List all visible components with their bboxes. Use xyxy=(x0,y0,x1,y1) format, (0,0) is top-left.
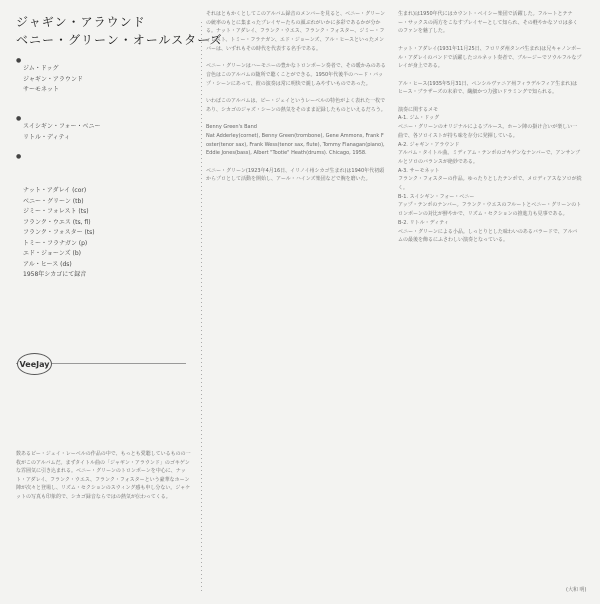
side-b-bullet: ● xyxy=(16,115,22,122)
album-subtitle: ベニー・グリーン・オールスターズ xyxy=(16,33,223,47)
personnel-item: ナット・アダレイ (cor) xyxy=(23,187,87,194)
personnel-item: アル・ヒース (ds) xyxy=(23,260,72,268)
liner-column-2 xyxy=(398,10,582,585)
track-item: サーモネット xyxy=(23,86,60,93)
liner-text: それはともかくとしてこのアルバム録音のメンバーを見ると、ベニー・グリーンの統率のもとに集まったプレイヤーたちの顔ぶれがいかに多彩であるかが分かる。ナット・アダレイ、フランク・ウエス、フランク・フォスター、ジミー・フォレスト、トミー・フラナガン、エド・ジョーンズ、アル・ヒースといったメンバーは、いずれもその時代を代表する名手である。 ベニー・グリーンはハーモニーの豊かなトロンボーン奏者で、その暖かみのある音色はこのアルバムの随所で聴くことができる。1950年代後半のハード・バップ・シーンにあって、彼の演奏は常に明快で親しみやすいものであった。 いわばこのアルバムは、ビー・ジェイというレーベルの特色がよく表れた一枚であり、シカゴのジャズ・シーンの熱気をそのまま記録したものといえるだろう。 Benny Green's Band Nat Adderley(cornet), Benny Green(trombone), Gene Ammons, Frank Foster(tenor sax), Frank Wess(tenor sax, flute), Tommy Flanagan(piano), Eddie Jones(bass), Albert "Tootie" Heath(drums). Chicago, 1958. ベニー・グリーン(1923年4月16日、イリノイ州シカゴ生まれ)は1940年代初頭からプロとして活動を開始し、アール・ハインズ楽団などで腕を磨いた。 xyxy=(206,11,386,183)
personnel-bullet: ● xyxy=(16,153,22,160)
veejay-logo: VeeJay xyxy=(17,353,52,375)
album-title: ジャギン・アラウンド xyxy=(16,15,146,29)
personnel-item: フランク・ウエス (ts, fl) xyxy=(23,218,91,226)
liner-column-1 xyxy=(206,10,386,594)
personnel-item: エド・ジョーンズ (b) xyxy=(23,250,81,257)
personnel-list xyxy=(23,186,95,281)
personnel-item: フランク・フォスター (ts) xyxy=(23,229,95,236)
track-item: ジム・ドッグ xyxy=(23,65,59,72)
personnel-item: トミー・フラナガン (p) xyxy=(23,239,88,247)
personnel-item: ベニー・グリーン (tb) xyxy=(23,197,84,205)
side-b-tracklist xyxy=(23,122,101,143)
track-item: スイシギン・フォー・ベニー xyxy=(23,123,101,130)
side-a-bullet: ● xyxy=(16,57,22,64)
author-signature: (大和 明) xyxy=(566,587,587,593)
personnel-item: ジミー・フォレスト (ts) xyxy=(23,208,89,215)
column-divider xyxy=(200,22,203,592)
side-a-tracklist xyxy=(23,64,83,96)
track-item: ジャギン・アラウンド xyxy=(23,75,83,83)
track-item: リトル・ディティ xyxy=(23,133,71,141)
liner-text: 生まれ)は1950年代にはカウント・ベイシー楽団で活躍した。フルートとテナー・サックスの両方をこなすプレイヤーとして知られ、その軽やかなソロは多くのファンを魅了した。 ナット・アダレイ(1931年11月25日、フロリダ州タンパ生まれ)は兄キャノンボール・アダレイのバンドで活躍したコルネット奏者で、ブルージーでソウルフルなプレイが身上である。 アル・ヒース(1935年5月31日、ペンシルヴァニア州フィラデルフィア生まれ)はヒース・ブラザーズの末弟で、繊細かつ力強いドラミングで知られる。 演奏に関するメモ A-1. ジム・ドッグ ベニー・グリーンのオリジナルによるブルース。ホーン陣の掛け合いが楽しい一曲で、各ソロイストが持ち味を存分に発揮している。 A-2. ジャギン・アラウンド アルバム・タイトル曲。ミディアム・テンポのゴキゲンなナンバーで、アンサンブルとソロのバランスが絶妙である。 A-3. サーモネット フランク・フォスターの作品。ゆったりとしたテンポで、メロディアスなソロが続く。 B-1. スイシギン・フォー・ベニー アップ・テンポのナンバー。フランク・ウエスのフルートとベニー・グリーンのトロンボーンの対比が鮮やかで、リズム・セクションの推進力も見事である。 B-2. リトル・ディティ ベニー・グリーンによる小品。しっとりとした味わいのあるバラードで、アルバムの最後を飾るにふさわしい演奏となっている。 xyxy=(398,11,582,244)
liner-intro: 数あるビー・ジェイ・レーベルの作品の中で、もっとも愛聴しているものの一枚がこのアルバムだ。まずタイトル曲の「ジャギン・アラウンド」のゴキゲンな雰囲気に引き込まれる。ベニー・グリーンのトロンボーンを中心に、ナット・アダレイ、フランク・ウエス、フランク・フォスターという豪華なホーン陣が次々と登場し、リズム・セクションのスウィング感も申し分ない。ジャケットの写真も印象的で、シカゴ録音ならではの熱気が伝わってくる。 xyxy=(16,451,191,500)
recording-info: 1958年シカゴにて録音 xyxy=(23,271,87,278)
